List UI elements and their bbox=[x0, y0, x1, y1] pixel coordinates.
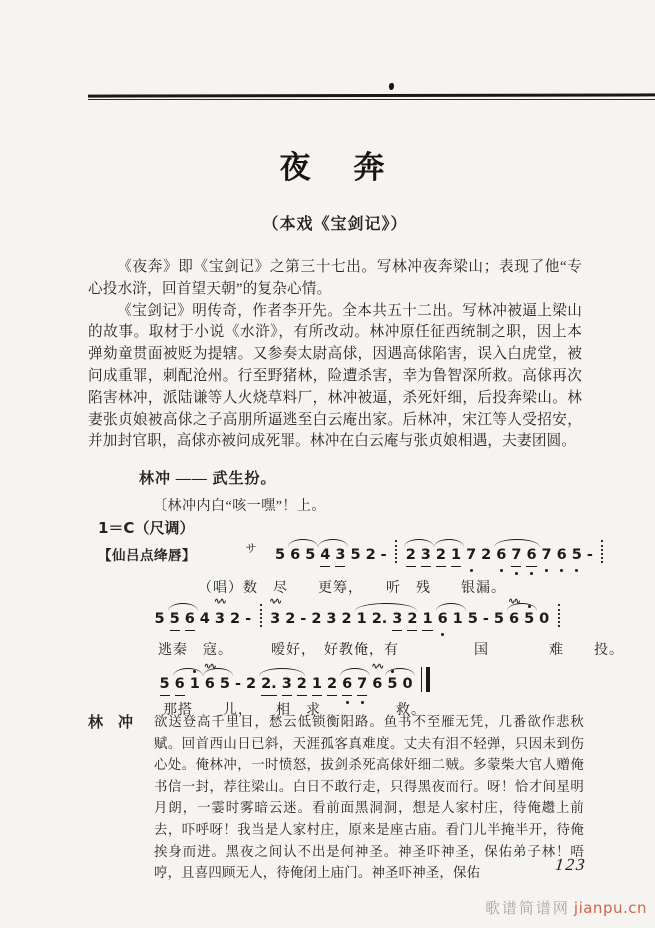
top-rule-divider bbox=[88, 94, 655, 102]
page-subtitle: （本戏《宝剑记》） bbox=[262, 216, 408, 233]
intro-paragraph-2: 《宝剑记》明传奇，作者李开先。全本共五十二出。写林冲被逼上梁山的故事。取材于小说《水浒》，有所改动。林冲原任征西统制之职，因上本弹劾童贯面被贬为提辖。又参奏太尉高俅，因遇高俅陷害，误入白虎堂，被问成重罪，刺配沧州。行至野猪林，险遭杀害，幸为鲁智深所救。高俅再次陷害林冲，派陆谦等人火烧草料厂，林冲被逼，杀死奸细，后投奔梁山。林妻张贞娘被高俅之子高朋所逼逃至白云庵出家。后林冲，宋江等人受招安，并加封官职，高俅亦被问成死罪。林冲在白云庵与张贞娘相遇，夫妻团圆。 bbox=[88, 302, 582, 450]
cast-role-line: 林冲 —— 武生扮。 bbox=[139, 471, 277, 487]
key-signature: 1＝C（尺调） bbox=[98, 519, 195, 537]
top-rule-thin-line bbox=[88, 99, 655, 100]
speech-block bbox=[88, 711, 584, 884]
notes-row-2: 5 5 6 4 3 ∿∿ 2 - 3 ∿∿ 2 - 2 3 2 1 2. 3 2 1 6 1 5 - 5 6 ∿∿ 5 0 bbox=[152, 604, 566, 631]
notes-row-3: 5 6 1 6 ∿∿ 5 - 2 2. 3 2 1 2 6 7 6 ∿∿ 5 0 bbox=[157, 667, 436, 696]
watermark bbox=[485, 897, 647, 918]
watermark-site-name: 歌谱简谱网 bbox=[484, 900, 570, 917]
notes-row-1: サ 5 6 5 4 3 5 2 - 2 3 2 1 7 2 6 7 6 7 6 5 - bbox=[243, 540, 609, 567]
top-rule-thick-line bbox=[88, 93, 655, 97]
ink-blob-mark bbox=[389, 83, 394, 90]
lyrics-row-3: 那搭 儿， 相 求 救。 bbox=[163, 703, 426, 718]
speech-text: 欲送登高千里目，愁云低锁衡阳路。鱼书不至雁无凭，几番欲作悲秋赋。回首西山日已斜，天涯孤客真难度。丈夫有泪不轻弹，只因未到伤心处。俺林冲，一时愤怒，拔剑杀死高俅奸细二贼。多蒙柴大官人赠俺书信一封，荐往梁山。白日不敢行走，只得黑夜而行。呀！恰才间星明月朗，一霎时雾暗云迷。看前面黑洞洞，想是人家村庄，待俺趱上前去，吓呼呀！我当是人家村庄，原来是座古庙。看门儿半掩半开，待俺挨身而进。黑夜之间认不出是何神圣。神圣吓神圣，保佑弟子林！唔哼，且喜四顾无人，待俺闭上庙门。神圣吓神圣，保佑 bbox=[154, 714, 584, 881]
watermark-site-url: jianpu.cn bbox=[573, 899, 647, 917]
intro-section bbox=[88, 257, 582, 453]
speech-speaker: 林 冲 bbox=[88, 715, 134, 731]
lyrics-row-1: （唱）数 尽 更筹， 听 残 银漏。 bbox=[198, 581, 506, 596]
intro-paragraph-1: 《夜奔》即《宝剑记》之第三十七出。写林冲夜奔梁山；表现了他“专心投水浒，回首望天朝”的复杂心情。 bbox=[88, 259, 582, 297]
lyrics-row-2: 逃秦 寇。 嗳好， 好教俺，有 国 难 投。 bbox=[158, 643, 624, 658]
tune-label: 【仙吕点绛唇】 bbox=[98, 548, 196, 563]
stage-direction: 〔林冲内白“咳一嘿”！上。 bbox=[153, 499, 326, 514]
page-title: 夜 奔 bbox=[279, 150, 391, 185]
page-number: 123 bbox=[554, 855, 588, 874]
